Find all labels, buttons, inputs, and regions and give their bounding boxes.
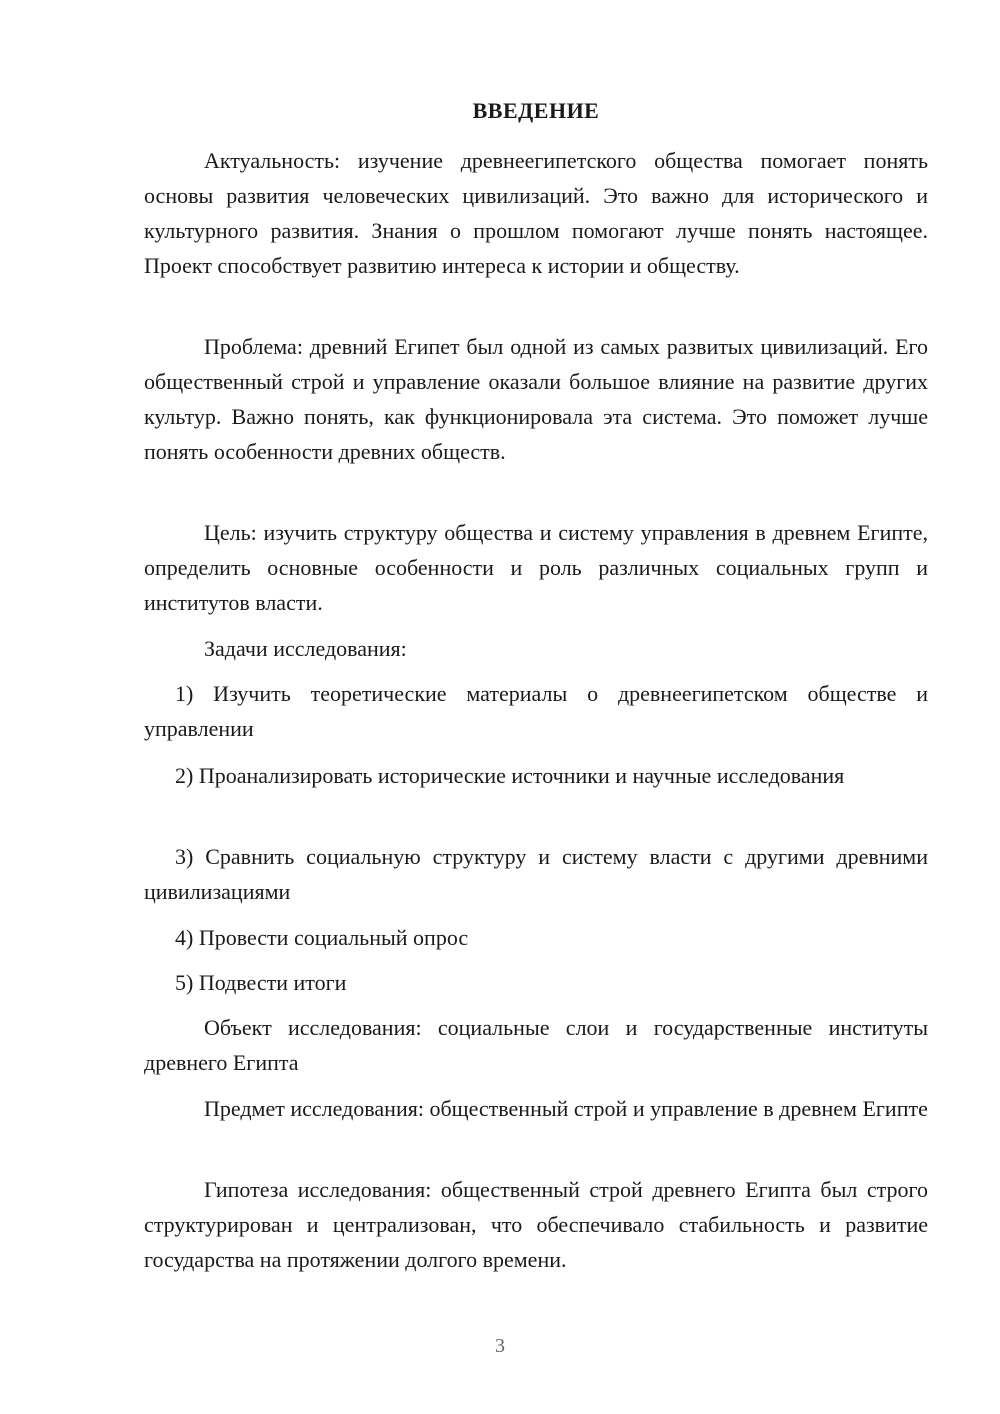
task-item-2: 2) Проанализировать исторические источники и научные исследования [175, 763, 845, 788]
task-item-4: 4) Провести социальный опрос [175, 925, 469, 950]
task-item-1: 1) Изучить теоретические материалы о древнеегипетском обществе и управлении [144, 681, 928, 741]
relevance-paragraph: Актуальность: изучение древнеегипетского общества помогает понять основы развития человеческих цивилизаций. Это важно для исторического и культурного развития. Знания о прошлом помогают лучше понять настоящее. Проект способствует развитию интереса к истории и обществу. [144, 148, 928, 278]
subject-paragraph: Предмет исследования: общественный строй и управление в древнем Египте [204, 1096, 928, 1121]
object-paragraph: Объект исследования: социальные слои и государственные институты древнего Египта [144, 1015, 928, 1075]
page-number: 3 [495, 1335, 505, 1357]
tasks-heading: Задачи исследования: [204, 636, 407, 661]
goal-paragraph: Цель: изучить структуру общества и систему управления в древнем Египте, определить основные особенности и роль различных социальных групп и институтов власти. [144, 520, 928, 615]
task-item-5: 5) Подвести итоги [175, 970, 347, 995]
problem-paragraph: Проблема: древний Египет был одной из самых развитых цивилизаций. Его общественный строй и управление оказали большое влияние на развитие других культур. Важно понять, как функционировала эта система. Это поможет лучше понять особенности древних обществ. [144, 334, 928, 464]
section-heading: ВВЕДЕНИЕ [472, 98, 600, 123]
hypothesis-paragraph: Гипотеза исследования: общественный строй древнего Египта был строго структурирован и централизован, что обеспечивало стабильность и развитие государства на протяжении долгого времени. [144, 1177, 928, 1272]
task-item-3: 3) Сравнить социальную структуру и систему власти с другими древними цивилизациями [144, 844, 928, 904]
